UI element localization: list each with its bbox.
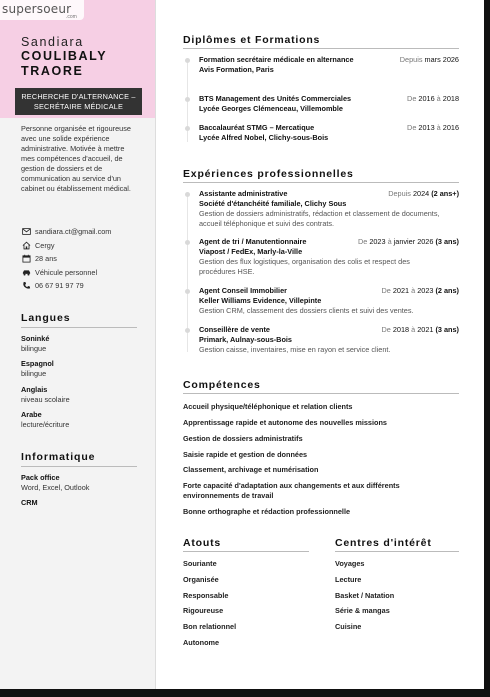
skills-divider — [183, 393, 459, 394]
contact-age — [21, 252, 111, 266]
education-date: De 2016 à 2018 — [407, 94, 459, 103]
last-name-line-1: COULIBALY — [21, 49, 108, 63]
contact-city — [21, 239, 111, 253]
strengths-list — [183, 559, 236, 654]
language-level: bilingue — [21, 343, 47, 353]
education-item — [199, 94, 459, 114]
strengths-divider — [183, 551, 309, 552]
profile-summary: Personne organisée et rigoureuse avec une solide expérience administrative. Motivée à mettre mes compétences d'accueil, de gestion de dossiers et de communication au service d'un cabinet ou établissement médical. — [21, 124, 131, 193]
it-detail: Word, Excel, Outlook — [21, 482, 90, 492]
experience-heading: Expériences professionnelles — [183, 168, 354, 180]
languages-divider — [21, 327, 137, 328]
contact-phone[interactable] — [21, 279, 111, 293]
experience-desc: procédures HSE. — [199, 267, 255, 276]
language-name: Espagnol — [21, 359, 54, 368]
education-date: Depuis mars 2026 — [399, 55, 459, 64]
experience-item — [199, 237, 459, 277]
education-title: Formation secrétaire médicale en alternance — [199, 55, 354, 64]
mail-icon — [21, 227, 31, 237]
education-date: De 2013 à 2016 — [407, 123, 459, 132]
language-item — [21, 385, 70, 404]
it-item — [21, 473, 89, 492]
skill-item: Classement, archivage et numérisation — [183, 465, 319, 474]
timeline-dot — [185, 192, 190, 197]
skill-item: Gestion de dossiers administratifs — [183, 434, 303, 443]
job-title-line-2: SECRÉTAIRE MÉDICALE — [33, 102, 124, 111]
education-item — [199, 55, 459, 75]
car-icon — [21, 267, 31, 277]
strength-item: Responsable — [183, 590, 229, 600]
strength-item: Rigoureuse — [183, 606, 224, 616]
last-name — [21, 49, 107, 79]
interest-item: Série & mangas — [335, 606, 390, 616]
skill-item: Bonne orthographe et rédaction professionnelle — [183, 507, 351, 516]
experience-divider — [183, 182, 459, 183]
timeline-dot — [185, 126, 190, 131]
language-level: niveau scolaire — [21, 394, 70, 404]
phone-icon — [21, 281, 31, 291]
education-title: Baccalauréat STMG – Mercatique — [199, 123, 315, 132]
contact-vehicle-text: Véhicule personnel — [35, 267, 98, 277]
timeline-dot — [185, 289, 190, 294]
page-edge-right — [484, 0, 490, 697]
education-item — [199, 123, 459, 143]
experience-item — [199, 325, 459, 355]
experience-desc: Gestion de dossiers administratifs, rédaction et classement de documents, — [199, 209, 440, 218]
skills-heading: Compétences — [183, 379, 261, 391]
strengths-heading: Atouts — [183, 537, 222, 549]
strength-item: Organisée — [183, 574, 219, 584]
language-name: Soninké — [21, 334, 50, 343]
experience-org: Keller Williams Evidence, Villepinte — [199, 296, 322, 305]
education-divider — [183, 48, 459, 49]
first-name: Sandiara — [21, 35, 84, 49]
experience-date: De 2023 à janvier 2026 (3 ans) — [357, 237, 459, 246]
home-icon — [21, 240, 31, 250]
languages-heading: Langues — [21, 312, 71, 324]
language-name: Anglais — [21, 385, 48, 394]
experience-item — [199, 286, 459, 316]
education-org: Avis Formation, Paris — [199, 65, 274, 74]
language-item — [21, 359, 54, 378]
experience-item — [199, 189, 459, 229]
logo-suffix: .com — [66, 14, 77, 20]
contact-vehicle — [21, 266, 111, 280]
timeline-dot — [185, 97, 190, 102]
education-org: Lycée Georges Clémenceau, Villemomble — [199, 104, 343, 113]
interest-item: Cuisine — [335, 622, 362, 632]
interests-heading: Centres d'intérêt — [335, 537, 432, 549]
interests-divider — [335, 551, 459, 552]
experience-date: De 2018 à 2021 (3 ans) — [381, 325, 459, 334]
language-name: Arabe — [21, 410, 42, 419]
contact-list — [21, 225, 111, 293]
job-title-line-1: RECHERCHE D'ALTERNANCE – — [21, 92, 136, 101]
experience-title: Assistante administrative — [199, 189, 288, 198]
page-edge-bottom — [0, 689, 490, 697]
strength-item: Autonome — [183, 637, 220, 647]
education-title: BTS Management des Unités Commerciales — [199, 94, 352, 103]
calendar-icon — [21, 254, 31, 264]
interests-list — [335, 559, 394, 638]
experience-desc: Gestion caisse, inventaires, mise en rayon et service client. — [199, 345, 391, 354]
it-heading: Informatique — [21, 451, 96, 463]
logo-text: supersoeur — [2, 2, 72, 16]
language-level: lecture/écriture — [21, 419, 70, 429]
experience-org: Primark, Aulnay-sous-Bois — [199, 335, 292, 344]
interest-item: Lecture — [335, 574, 362, 584]
skill-item: Apprentissage rapide et autonome des nouvelles missions — [183, 418, 387, 427]
contact-city-text: Cergy — [35, 240, 55, 250]
last-name-line-2: TRAORE — [21, 64, 84, 78]
education-org: Lycée Alfred Nobel, Clichy-sous-Bois — [199, 133, 329, 142]
sidebar-divider — [155, 0, 156, 689]
interest-item: Voyages — [335, 559, 365, 568]
timeline-dot — [185, 58, 190, 63]
contact-age-text: 28 ans — [35, 254, 57, 264]
experience-title: Agent Conseil Immobilier — [199, 286, 287, 295]
strength-item: Souriante — [183, 559, 217, 568]
contact-email[interactable] — [21, 225, 111, 239]
experience-desc: Gestion des flux logistiques, organisation des colis et respect des — [199, 257, 410, 266]
experience-org: Société d'étanchéité familiale, Clichy Sous — [199, 199, 347, 208]
experience-date: De 2021 à 2023 (2 ans) — [381, 286, 459, 295]
it-divider — [21, 466, 137, 467]
skill-item: Saisie rapide et gestion de données — [183, 450, 308, 459]
experience-title: Agent de tri / Manutentionnaire — [199, 237, 307, 246]
strength-item: Bon relationnel — [183, 622, 237, 632]
experience-title: Conseillère de vente — [199, 325, 270, 334]
timeline-dot — [185, 240, 190, 245]
contact-email-text: sandiara.ct@gmail.com — [35, 227, 112, 237]
language-item — [21, 410, 69, 429]
education-heading: Diplômes et Formations — [183, 34, 321, 46]
job-title-box — [15, 88, 142, 115]
skill-item: Accueil physique/téléphonique et relation clients — [183, 402, 353, 411]
language-item — [21, 334, 49, 353]
experience-date: Depuis 2024 (2 ans+) — [388, 189, 459, 198]
contact-phone-text: 06 67 91 97 79 — [35, 281, 84, 291]
language-level: bilingue — [21, 368, 47, 378]
skill-item: Forte capacité d'adaptation aux changements et aux différents environnements de travail — [183, 481, 400, 500]
experience-desc: Gestion CRM, classement des dossiers clients et suivi des ventes. — [199, 306, 414, 315]
it-item — [21, 498, 38, 508]
timeline-dot — [185, 328, 190, 333]
it-name: Pack office — [21, 473, 60, 482]
experience-desc: accueil téléphonique et suivi des contrats. — [199, 219, 335, 228]
experience-org: Viapost / FedEx, Marly-la-Ville — [199, 247, 303, 256]
it-name: CRM — [21, 498, 38, 507]
brand-logo[interactable] — [0, 0, 84, 20]
interest-item: Basket / Natation — [335, 590, 395, 600]
